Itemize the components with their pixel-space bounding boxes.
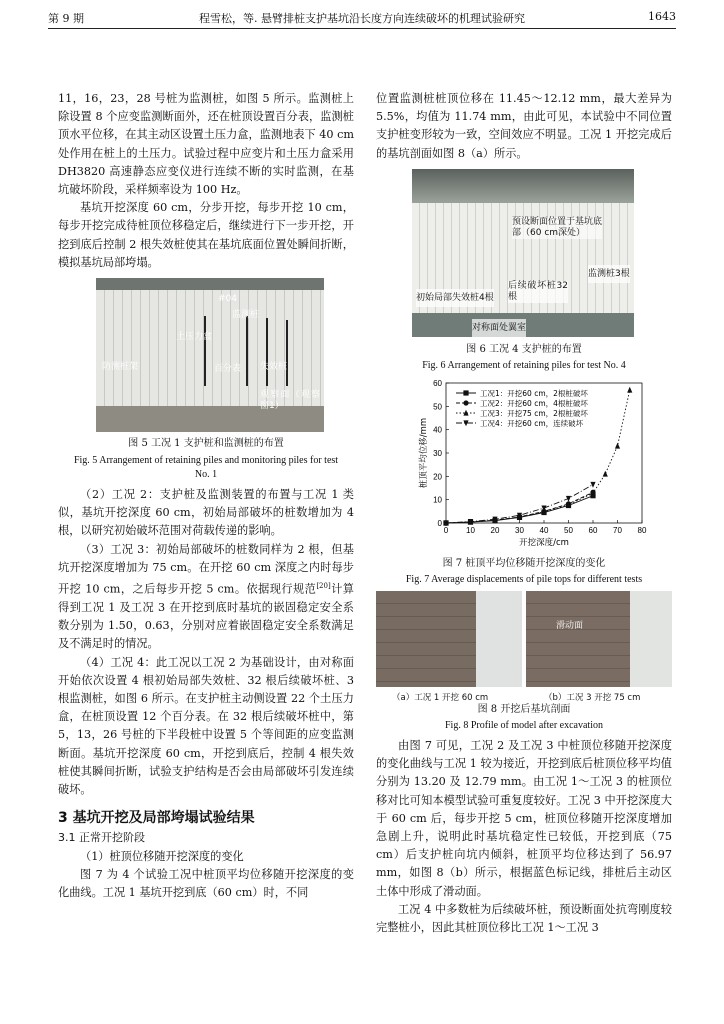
paragraph: 工况 4 中多数桩为后续破坏桩，预设断面处抗弯刚度较完整桩小，因此其桩顶位移比工况 1～工况 3 [376, 902, 672, 935]
legend-label: 工况4：开挖60 cm，连续破坏 [480, 418, 584, 428]
figure-7-chart [376, 377, 672, 549]
label-failure-pile: 失效桩 [260, 362, 288, 373]
legend-label: 工况3：开挖75 cm，2根桩破坏 [480, 408, 588, 418]
x-tick-label: 40 [539, 525, 549, 535]
figure-5-photo [96, 278, 324, 432]
legend-label: 工况2：开挖60 cm，4根桩破坏 [480, 398, 588, 408]
data-point [627, 387, 632, 393]
data-point [615, 443, 620, 449]
label-initial-fail: 初始局部失效桩4根 [416, 289, 494, 307]
label-subsequent: 后续破坏桩32根 [508, 280, 568, 302]
figure-5 [58, 278, 354, 482]
issue-number: 第 9 期 [48, 12, 84, 25]
data-point [603, 471, 608, 477]
paragraph: 位置监测桩桩顶位移在 11.45～12.12 mm，最大差异为 5.5%，均值为 11.74 mm，由此可见，本试验中不同位置支护桩变形较为一致，空间效应不明显。工况 1 开挖完成后的基坑剖面如图 8（a）所示。 [376, 92, 672, 160]
figure-8a-label: （a）工况 1 开挖 60 cm [392, 693, 489, 704]
figure-8b-label: （b）工况 3 开挖 75 cm [544, 693, 641, 704]
x-tick-label: 50 [564, 525, 573, 535]
right-column [376, 90, 672, 937]
header-rule [48, 28, 676, 29]
y-tick-label: 60 [433, 378, 442, 388]
figure-8-caption-en: Fig. 8 Profile of model after excavation [444, 720, 603, 732]
x-tick-label: 60 [588, 525, 598, 535]
paragraph: 由图 7 可见，工况 2 及工况 3 中桩顶位移随开挖深度的变化曲线与工况 1 较为接近，开挖到底后桩顶位移平均值分别为 13.20 及 12.79 mm。由工况 1～工况 3 的桩顶位移对比可知本模型试验可重复度较好。工况 3 中开挖深度大于 60 cm 后，每步开挖 5 cm，桩顶位移随开挖深度增加急剧上升，说明此时基坑稳定性已较低，开挖到底（75 cm）后支护桩向坑内倾斜，桩顶平均位移达到了 56.97 mm，如图 8（b）所示，根据蓝色标记线，排桩后主动区土体中形成了滑动面。 [376, 739, 672, 898]
label-monitor-pile: 监测桩 [232, 310, 260, 321]
left-column [58, 90, 354, 902]
label-symmetry: 对称面处翼室 [472, 319, 526, 337]
legend-label: 工况1：开挖60 cm，2根桩破坏 [480, 388, 588, 398]
figure-7-caption-cn: 图 7 桩顶平均位移随开挖深度的变化 [442, 558, 606, 570]
figure-6-photo [412, 169, 634, 337]
figure-8 [376, 591, 672, 733]
figure-5-caption-en: Fig. 5 Arrangement of retaining piles and monitoring piles for test No. 1 [73, 455, 339, 481]
figure-6 [376, 169, 672, 373]
paragraph-part: 计算得到工况 1 及工况 3 在开挖到底时基坑的嵌固稳定安全系数分别为 1.50，0.63，分别对应着嵌固稳定安全系数满足及不满足时的情况。 [58, 582, 354, 651]
paragraph-part: （3）工况 3：初始局部破坏的桩数同样为 2 根，但基坑开挖深度增加为 75 cm。在开挖 60 cm 深度之内时每步开挖 10 cm，之后每步开挖 5 cm。依据现行规范 [58, 542, 354, 596]
label-monitor-piles: 监测桩3根 [588, 265, 630, 283]
y-tick-label: 20 [433, 472, 442, 482]
y-tick-label: 50 [433, 402, 442, 412]
label-mark: #04 [218, 294, 237, 305]
data-point [463, 400, 468, 405]
label-loose-pile: 防测桩架 [102, 362, 139, 373]
data-point [463, 390, 468, 395]
y-tick-label: 30 [433, 448, 442, 458]
y-tick-label: 0 [437, 518, 442, 528]
figure-8b-photo [526, 591, 672, 687]
x-axis-label: 开挖深度/cm [519, 537, 569, 548]
x-tick-label: 20 [490, 525, 500, 535]
label-observation: 观察面（观察窗1） [260, 390, 320, 412]
figure-6-caption-en: Fig. 6 Arrangement of retaining piles for test No. 4 [422, 359, 626, 371]
y-tick-label: 10 [433, 495, 442, 505]
paragraph: 11，16，23，28 号桩为监测桩，如图 5 所示。监测桩上除设置 8 个应变监测断面外，还在桩顶设置百分表，监测桩顶水平位移，在其主动区设置土压力盒，监测地表下 40 cm 处作用在桩上的土压力。试验过程中应变片和土压力盒采用 DH3820 高速静态应变仪进行连续不断的实时监测，在基坑破坏阶段，采样频率设为 100 Hz。 [58, 92, 354, 197]
x-tick-label: 70 [613, 525, 622, 535]
paragraph [58, 541, 354, 654]
paragraph: （4）工况 4：此工况以工况 2 为基础设计，由对称面开始依次设置 4 根初始局部失效桩、32 根后续破坏桩、3 根监测桩，如图 6 所示。在支护桩主动侧设置 22 个土压力盒，在桩顶设置 12 个百分表。在 32 根后续破坏桩中，第 5，13，26 号桩的下半段桩中设置 5 个等间距的应变监测断面。基坑开挖深度 60 cm，开挖到底后，控制 4 根失效桩使其瞬间折断，试验支护结构是否会由局部破坏引发连续破坏。 [58, 655, 354, 797]
figure-5-caption-cn: 图 5 工况 1 支护桩和监测桩的布置 [128, 438, 284, 450]
label-slide-surface: 滑动面 [556, 621, 584, 632]
y-axis-label: 桩顶平均位移/mm [419, 417, 429, 489]
citation[interactable]: [20] [316, 582, 331, 591]
paragraph: （1）桩顶位移随开挖深度的变化 [80, 849, 244, 863]
x-tick-label: 10 [466, 525, 475, 535]
page-header [48, 10, 676, 30]
x-tick-label: 80 [637, 525, 647, 535]
figure-8a-photo [376, 591, 522, 687]
paragraph: 基坑开挖深度 60 cm，分步开挖，每步开挖 10 cm，每步开挖完成待桩顶位移稳定后，继续进行下一步开挖，开挖到底后控制 2 根失效桩使其在基坑底面位置处瞬间折断，模拟基坑局部垮塌。 [58, 201, 354, 269]
x-tick-label: 30 [515, 525, 524, 535]
subsection-heading: 3.1 正常开挖阶段 [58, 831, 145, 845]
figure-7 [376, 377, 672, 587]
paragraph: 图 7 为 4 个试验工况中桩顶平均位移随开挖深度的变化曲线。工况 1 基坑开挖到底（60 cm）时，不同 [58, 867, 354, 900]
figure-7-caption-en: Fig. 7 Average displacements of pile tops for different tests [405, 574, 643, 586]
label-soil-pressure: 土压力盒 [176, 332, 213, 343]
running-title: 程雪松，等. 悬臂排桩支护基坑沿长度方向连续破坏的机理试验研究 [199, 12, 525, 25]
label-preset-section: 预设断面位置于基坑底部（60 cm深处） [512, 216, 603, 238]
x-tick-label: 0 [443, 525, 449, 535]
paragraph: （2）工况 2：支护桩及监测装置的布置与工况 1 类似，基坑开挖深度 60 cm，初始局部破坏的桩数增加为 4 根，以研究初始破坏范围对荷载传递的影响。 [58, 488, 354, 538]
section-heading: 3 基坑开挖及局部垮塌试验结果 [58, 810, 255, 827]
y-tick-label: 40 [433, 425, 442, 435]
page-number: 1643 [648, 10, 676, 23]
figure-6-caption-cn: 图 6 工况 4 支护桩的布置 [466, 343, 582, 355]
data-point [590, 482, 595, 488]
figure-8-caption-cn: 图 8 开挖后基坑剖面 [477, 704, 571, 716]
label-dial-gauge: 百分表 [214, 364, 242, 375]
